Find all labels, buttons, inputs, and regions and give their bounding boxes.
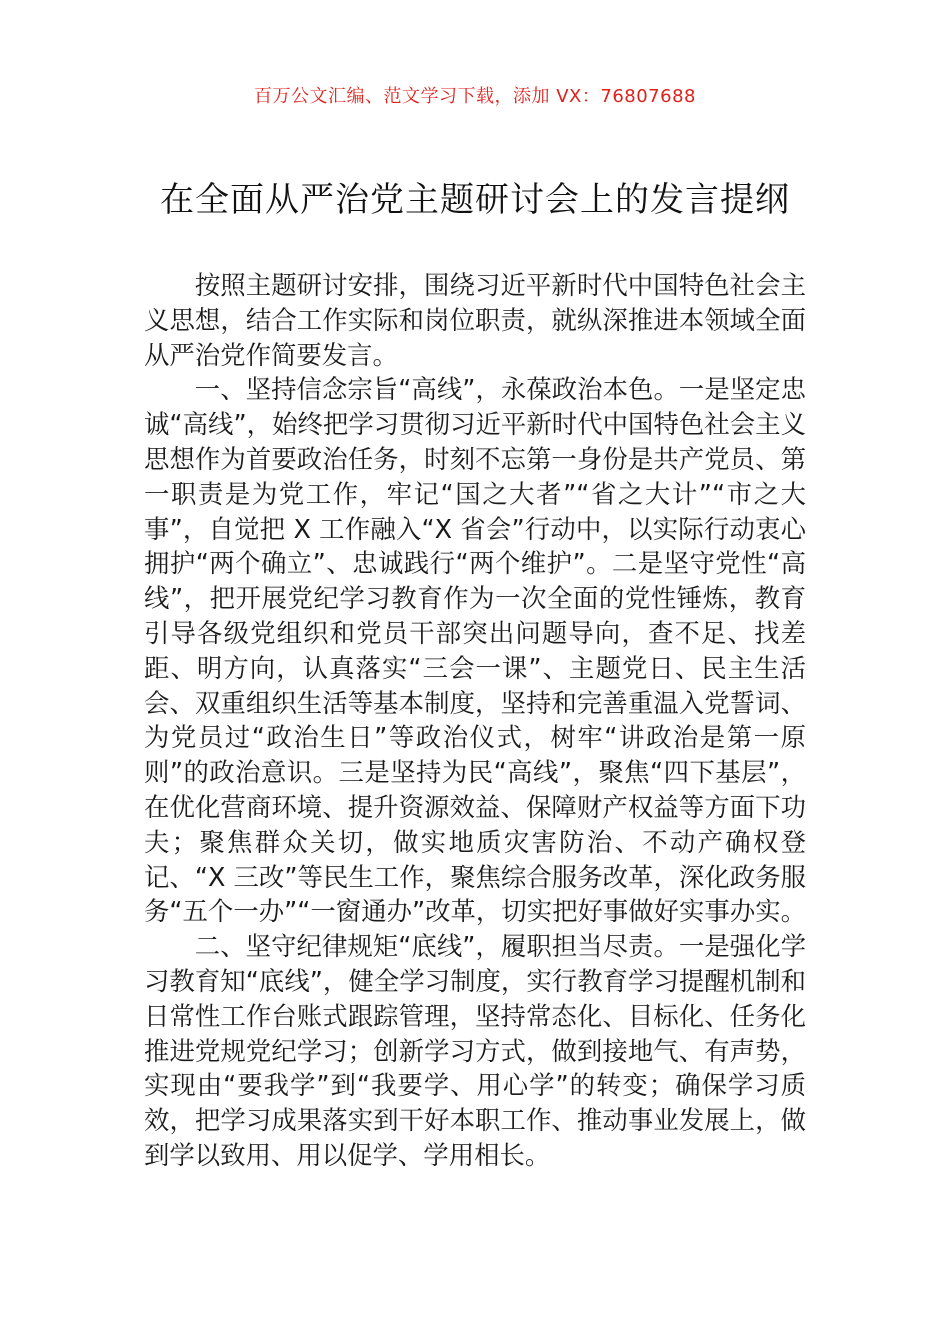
promo-header-note: 百万公文汇编、范文学习下载，添加 VX：76807688 [254,86,696,107]
paragraph-section-one-text: 一、坚持信念宗旨“高线”，永葆政治本色。一是坚定忠诚“高线”，始终把学习贯彻习近平新时代中国特色社会主义思想作为首要政治任务，时刻不忘第一身份是共产党员、第一职责是为党工作，牢记“国之大者”“省之大计”“市之大事”，自觉把 X 工作融入“X 省会”行动中，以实际行动衷心拥护“两个确立”、忠诚践行“两个维护”。二是坚守党性“高线”，把开展党纪学习教育作为一次全面的党性锤炼，教育引导各级党组织和党员干部突出问题导向，查不足、找差距、明方向，认真落实“三会一课”、主题党日、民主生活会、双重组织生活等基本制度，坚持和完善重温入党誓词、为党员过“政治生日”等政治仪式，树牢“讲政治是第一原则”的政治意识。三是坚持为民“高线”，聚焦“四下基层”，在优化营商环境、提升资源效益、保障财产权益等方面下功夫；聚焦群众关切，做实地质灾害防治、不动产确权登记、“X 三改”等民生工作，聚焦综合服务改革，深化政务服务“五个一办”“一窗通办”改革，切实把好事做好实事办实。 [144,374,806,927]
paragraph-intro [144,268,806,372]
paragraph-section-one [144,372,806,929]
paragraph-section-two-text: 二、坚守纪律规矩“底线”，履职担当尽责。一是强化学习教育知“底线”，健全学习制度，实行教育学习提醒机制和日常性工作台账式跟踪管理，坚持常态化、目标化、任务化推进党规党纪学习；创新学习方式，做到接地气、有声势，实现由“要我学”到“我要学、用心学”的转变；确保学习质效，把学习成果落实到干好本职工作、推动事业发展上，做到学以致用、用以促学、学用相长。 [144,931,806,1170]
document-body [144,268,806,1173]
document-title: 在全面从严治党主题研讨会上的发言提纲 [160,180,790,220]
paragraph-intro-text: 按照主题研讨安排，围绕习近平新时代中国特色社会主义思想，结合工作实际和岗位职责，就纵深推进本领域全面从严治党作简要发言。 [144,270,806,370]
paragraph-section-two [144,929,806,1173]
